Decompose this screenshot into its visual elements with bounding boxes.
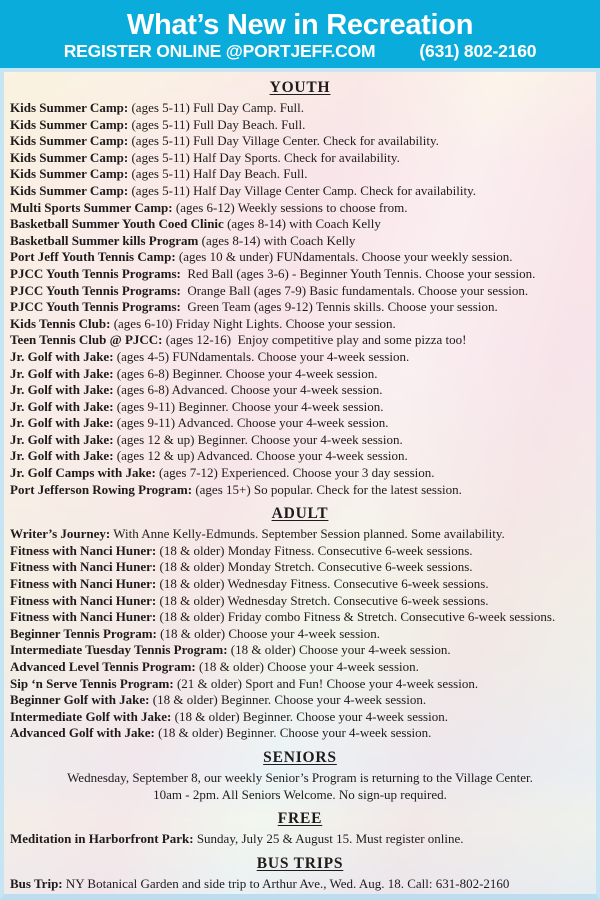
item-text: (ages 6-12) Weekly sessions to choose from. [172, 199, 408, 215]
item-label: Fitness with Nanci Huner: [10, 609, 157, 625]
list-item [4, 626, 596, 643]
list-item [4, 831, 596, 848]
item-label: Kids Summer Camp: [10, 116, 129, 132]
item-text: (ages 8-14) with Coach Kelly [198, 232, 356, 248]
item-label: Jr. Golf with Jake: [10, 398, 114, 414]
item-text: 10am - 2pm. All Seniors Welcome. No sign-up required. [153, 786, 447, 802]
list-item [4, 559, 596, 576]
item-label: Kids Summer Camp: [10, 149, 129, 165]
list-item [4, 465, 596, 482]
item-label: Fitness with Nanci Huner: [10, 576, 157, 592]
item-label: Teen Tennis Club @ PJCC: [10, 332, 163, 348]
item-label: Kids Summer Camp: [10, 133, 129, 149]
item-text: (ages 9-11) Beginner. Choose your 4-week session. [113, 398, 384, 414]
item-label: Kids Summer Camp: [10, 100, 129, 115]
item-label: Meditation in Harborfront Park: [10, 831, 194, 847]
item-text: (ages 5-11) Full Day Beach. Full. [128, 116, 306, 132]
item-text: (ages 5-11) Half Day Sports. Check for availability. [128, 149, 400, 165]
item-label: Intermediate Tuesday Tennis Program: [10, 642, 228, 658]
item-label: Port Jeff Youth Tennis Camp: [10, 249, 176, 265]
item-label: Beginner Golf with Jake: [10, 692, 150, 708]
item-label: Writer’s Journey: [10, 526, 111, 542]
item-label: Jr. Golf Camps with Jake: [10, 465, 156, 481]
item-text: (ages 15+) So popular. Check for the latest session. [192, 481, 462, 497]
item-text: Red Ball (ages 3-6) - Beginner Youth Tennis. Choose your session. [180, 265, 536, 281]
content-area [0, 68, 600, 900]
list-item [4, 770, 596, 787]
list-item [4, 659, 596, 676]
section-heading: ADULT [271, 505, 329, 523]
list-item [4, 415, 596, 432]
item-text: (ages 6-8) Advanced. Choose your 4-week session. [113, 382, 383, 398]
list-item [4, 316, 596, 333]
item-label: Multi Sports Summer Camp: [10, 199, 173, 215]
list-item [4, 100, 596, 117]
item-text: (ages 7-12) Experienced. Choose your 3 day session. [155, 465, 435, 481]
item-text: (ages 12 & up) Beginner. Choose your 4-week session. [113, 431, 403, 447]
list-item [4, 432, 596, 449]
item-text: (ages 5-11) Full Day Village Center. Check for availability. [128, 133, 439, 149]
list-item [4, 150, 596, 167]
item-text: (ages 10 & under) FUNdamentals. Choose your weekly session. [175, 249, 513, 265]
list-item [4, 216, 596, 233]
item-label: Bus Trip: [10, 875, 63, 891]
list-item [4, 725, 596, 742]
list-item [4, 249, 596, 266]
item-label: Advanced Golf with Jake: [10, 725, 155, 741]
list-item [4, 609, 596, 626]
section-heading: SENIORS [263, 748, 337, 766]
item-text: (ages 5-11) Half Day Village Center Camp. Check for availability. [128, 182, 477, 198]
item-text: (ages 6-10) Friday Night Lights. Choose your session. [110, 315, 396, 331]
item-label: PJCC Youth Tennis Programs: [10, 282, 181, 298]
item-text: (ages 4-5) FUNdamentals. Choose your 4-week session. [113, 348, 410, 364]
item-text: (18 & older) Friday combo Fitness & Stretch. Consecutive 6-week sessions. [156, 609, 556, 625]
item-text: (ages 8-14) with Coach Kelly [223, 216, 381, 232]
list-item [4, 299, 596, 316]
list-item [4, 709, 596, 726]
phone-number: (631) 802-2160 [419, 40, 537, 61]
list-item [4, 876, 596, 893]
section-bus-trips [4, 855, 596, 893]
item-label: PJCC Youth Tennis Programs: [10, 299, 181, 315]
list-item [4, 482, 596, 499]
section-heading: BUS TRIPS [256, 854, 344, 872]
list-item [4, 692, 596, 709]
item-text: Sunday, July 25 & August 15. Must register online. [193, 831, 464, 847]
list-item [4, 183, 596, 200]
list-item [4, 349, 596, 366]
item-label: Jr. Golf with Jake: [10, 348, 114, 364]
item-text: (18 & older) Wednesday Stretch. Consecutive 6-week sessions. [156, 592, 489, 608]
list-item [4, 200, 596, 217]
item-text: (ages 9-11) Advanced. Choose your 4-week session. [113, 415, 389, 431]
item-text: (18 & older) Monday Fitness. Consecutive 6-week sessions. [156, 542, 473, 558]
item-label: Basketball Summer kills Program [10, 232, 199, 248]
list-item [4, 233, 596, 250]
item-label: Jr. Golf with Jake: [10, 382, 114, 398]
list-item [4, 283, 596, 300]
item-label: Jr. Golf with Jake: [10, 431, 114, 447]
item-label: Jr. Golf with Jake: [10, 415, 114, 431]
item-text: (18 & older) Choose your 4-week session. [195, 659, 419, 674]
item-label: Jr. Golf with Jake: [10, 365, 114, 381]
item-text: (18 & older) Beginner. Choose your 4-week session. [171, 708, 448, 724]
item-text: With Anne Kelly-Edmunds. September Session planned. Some availability. [110, 526, 505, 542]
sections [4, 79, 596, 892]
item-text: (ages 5-11) Full Day Camp. Full. [128, 100, 304, 115]
section-youth [4, 79, 596, 498]
item-label: Fitness with Nanci Huner: [10, 542, 157, 558]
register-online-text: REGISTER ONLINE @PORTJEFF.COM [63, 40, 376, 61]
item-label: Kids Tennis Club: [10, 315, 111, 331]
section-seniors [4, 749, 596, 803]
item-label: Fitness with Nanci Huner: [10, 592, 157, 608]
item-text: (18 & older) Choose your 4-week session. [227, 642, 451, 658]
item-label: Jr. Golf with Jake: [10, 448, 114, 464]
list-item [4, 642, 596, 659]
item-text: (ages 12 & up) Advanced. Choose your 4-week session. [113, 448, 408, 464]
list-item [4, 382, 596, 399]
page-title: What’s New in Recreation [126, 8, 474, 41]
list-item [4, 593, 596, 610]
header-subtitle [64, 41, 537, 61]
list-item [4, 166, 596, 183]
item-label: Kids Summer Camp: [10, 166, 129, 182]
list-item [4, 526, 596, 543]
item-label: Port Jefferson Rowing Program: [10, 481, 193, 497]
list-item [4, 448, 596, 465]
item-text: (18 & older) Beginner. Choose your 4-week session. [154, 725, 432, 741]
item-label: Advanced Level Tennis Program: [10, 659, 196, 674]
item-text: (ages 5-11) Half Day Beach. Full. [128, 166, 308, 182]
list-item [4, 676, 596, 693]
item-label: Intermediate Golf with Jake: [10, 708, 172, 724]
item-text: (ages 12-16) Enjoy competitive play and some pizza too! [162, 332, 467, 348]
item-label: Basketball Summer Youth Coed Clinic [10, 216, 224, 232]
list-item [4, 787, 596, 804]
item-text: (18 & older) Wednesday Fitness. Consecutive 6-week sessions. [156, 576, 489, 592]
item-text: NY Botanical Garden and side trip to Arthur Ave., Wed. Aug. 18. Call: 631-802-2160 [62, 875, 510, 891]
list-item [4, 266, 596, 283]
header-banner [0, 0, 600, 68]
section-heading: YOUTH [269, 79, 331, 96]
item-text: Orange Ball (ages 7-9) Basic fundamentals. Choose your session. [180, 282, 529, 298]
list-item [4, 332, 596, 349]
list-item [4, 399, 596, 416]
item-label: PJCC Youth Tennis Programs: [10, 265, 181, 281]
item-text: (18 & older) Monday Stretch. Consecutive 6-week sessions. [156, 559, 473, 575]
list-item [4, 576, 596, 593]
item-label: Kids Summer Camp: [10, 182, 129, 198]
list-item [4, 133, 596, 150]
section-heading: FREE [277, 810, 323, 828]
list-item [4, 543, 596, 560]
section-adult [4, 505, 596, 742]
item-text: Wednesday, September 8, our weekly Senior’s Program is returning to the Village Center. [67, 769, 533, 785]
section-free [4, 810, 596, 848]
item-text: (18 & older) Choose your 4-week session. [156, 625, 381, 641]
item-text: (ages 6-8) Beginner. Choose your 4-week session. [113, 365, 378, 381]
item-label: Beginner Tennis Program: [10, 625, 157, 641]
item-label: Sip ‘n Serve Tennis Program: [10, 675, 174, 691]
list-item [4, 366, 596, 383]
item-label: Fitness with Nanci Huner: [10, 559, 157, 575]
item-text: (18 & older) Beginner. Choose your 4-week session. [149, 692, 427, 708]
item-text: (21 & older) Sport and Fun! Choose your 4-week session. [173, 675, 479, 691]
item-text: Green Team (ages 9-12) Tennis skills. Choose your session. [180, 299, 498, 315]
list-item [4, 117, 596, 134]
